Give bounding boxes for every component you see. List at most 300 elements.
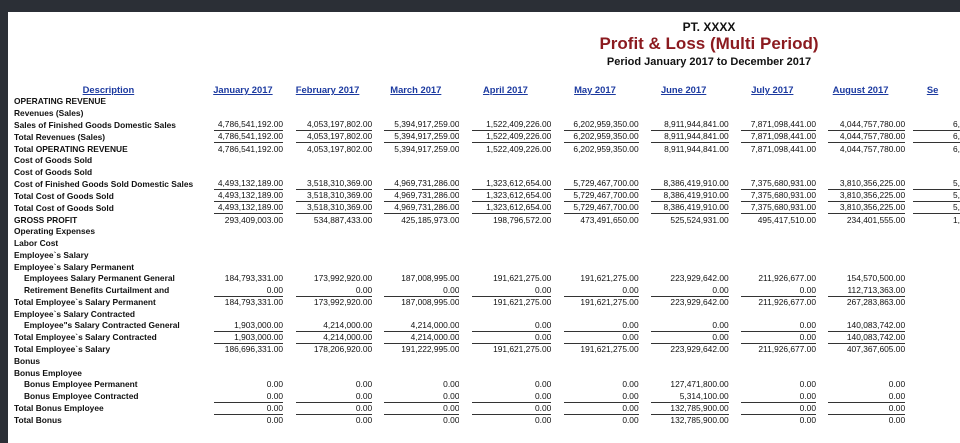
row-value-cell <box>551 155 638 167</box>
report-title: Profit & Loss (Multi Period) <box>599 34 819 53</box>
row-value-cell <box>459 190 551 202</box>
row-value-cell <box>459 119 551 131</box>
row-value: 5,394,917,259.00 <box>384 131 459 143</box>
row-value-cell <box>203 320 283 332</box>
row-value-cell <box>816 391 905 403</box>
row-value-cell <box>729 308 816 320</box>
row-value-cell <box>729 344 816 356</box>
row-value: 5,729,467,700.00 <box>564 190 639 202</box>
row-description: Total Cost of Goods Sold <box>14 202 114 213</box>
row-value-cell <box>283 96 372 108</box>
row-value: 0.00 <box>799 415 816 426</box>
row-value-cell <box>372 356 459 368</box>
row-value-cell <box>283 273 372 285</box>
row-value-cell <box>372 344 459 356</box>
row-value-cell <box>816 119 905 131</box>
row-value: 8,386,419,910.00 <box>651 178 728 190</box>
row-value: 187,008,995.00 <box>401 296 460 307</box>
row-value: 4,969,731,286.00 <box>384 202 459 214</box>
row-value-cell <box>283 119 372 131</box>
row-value-cell <box>459 344 551 356</box>
row-value-cell <box>816 297 905 309</box>
row-value: 4,786,541,192.00 <box>214 119 283 131</box>
table-row <box>14 178 960 190</box>
row-value-cell <box>459 379 551 391</box>
table-row <box>14 238 960 250</box>
row-value-cell <box>639 261 729 273</box>
table-row <box>14 391 960 403</box>
table-row <box>14 320 960 332</box>
row-value: 198,796,572.00 <box>493 214 552 225</box>
row-value-cell <box>816 143 905 155</box>
row-value-cell <box>639 367 729 379</box>
column-header-period: March 2017 <box>390 84 442 95</box>
column-header-period: Se <box>926 84 939 95</box>
row-value-cell <box>283 379 372 391</box>
row-value-cell <box>816 344 905 356</box>
row-value-cell <box>639 155 729 167</box>
row-value: 0.00 <box>564 391 639 403</box>
row-value-cell <box>459 143 551 155</box>
row-value-cell <box>729 261 816 273</box>
row-value-cell <box>551 356 638 368</box>
row-value-cell <box>203 238 283 250</box>
row-value: 0.00 <box>741 285 816 297</box>
row-value-cell <box>459 356 551 368</box>
row-value-cell <box>203 379 283 391</box>
row-value-cell <box>639 131 729 143</box>
row-value: 6,202,959,350.00 <box>573 143 639 154</box>
row-value: 186,696,331.00 <box>224 344 284 355</box>
profit-loss-table <box>14 83 960 426</box>
row-value-cell <box>905 238 960 250</box>
row-value: 0.00 <box>888 379 906 390</box>
row-value-cell <box>283 155 372 167</box>
row-value-cell <box>816 108 905 120</box>
row-value-cell <box>816 308 905 320</box>
row-value: 4,044,757,780.00 <box>839 143 906 154</box>
table-row <box>14 415 960 427</box>
row-value: 1,903,000.00 <box>214 320 283 332</box>
row-value-cell <box>203 167 283 179</box>
row-value-cell <box>551 261 638 273</box>
row-value-cell <box>729 226 816 238</box>
row-value: 8,911,944,841.00 <box>664 143 729 154</box>
table-row <box>14 332 960 344</box>
row-value-cell <box>551 320 638 332</box>
row-value-cell <box>551 367 638 379</box>
row-description: Employee`s Salary Contracted <box>14 308 136 319</box>
row-value: 0.00 <box>741 391 816 403</box>
report-period: Period January 2017 to December 2017 <box>606 56 812 68</box>
row-value-cell <box>283 143 372 155</box>
row-value: 4,786,541,192.00 <box>217 143 284 154</box>
row-value: 5, <box>913 190 960 202</box>
row-value-cell <box>283 367 372 379</box>
row-value-cell <box>372 96 459 108</box>
column-header-period: July 2017 <box>751 84 794 95</box>
row-value-cell <box>729 332 816 344</box>
row-value-cell <box>283 131 372 143</box>
row-value-cell <box>905 155 960 167</box>
row-value-cell <box>905 367 960 379</box>
row-value-cell <box>816 250 905 262</box>
row-value-cell <box>459 367 551 379</box>
row-value-cell <box>551 226 638 238</box>
row-value: 191,222,995.00 <box>401 344 460 355</box>
table-row <box>14 131 960 143</box>
row-value-cell <box>639 119 729 131</box>
row-value-cell <box>905 96 960 108</box>
row-value: 4,493,132,189.00 <box>214 190 283 202</box>
row-value-cell <box>639 379 729 391</box>
row-value-cell <box>729 403 816 415</box>
row-value: 0.00 <box>214 285 283 297</box>
row-description: Cost of Finished Goods Sold Domestic Sales <box>14 178 194 189</box>
row-value-cell <box>816 202 905 214</box>
row-value: 191,621,275.00 <box>580 344 639 355</box>
row-value-cell <box>203 367 283 379</box>
row-value: 0.00 <box>622 379 639 390</box>
row-value: 184,793,331.00 <box>224 296 284 307</box>
row-value: 407,367,605.00 <box>846 344 906 355</box>
row-description: Operating Expenses <box>14 226 95 237</box>
row-description: Total Employee`s Salary <box>14 344 111 355</box>
row-description: Total OPERATING REVENUE <box>14 143 128 154</box>
row-value: 3,518,310,369.00 <box>296 202 373 214</box>
row-value-cell <box>816 320 905 332</box>
row-value-cell <box>459 108 551 120</box>
row-value: 234,401,555.00 <box>846 214 906 225</box>
row-description: Bonus Employee <box>14 367 82 378</box>
row-description: Labor Cost <box>14 238 59 249</box>
row-value-cell <box>203 143 283 155</box>
row-value-cell <box>816 167 905 179</box>
row-value: 191,621,275.00 <box>580 296 639 307</box>
row-value: 191,621,275.00 <box>580 273 639 284</box>
row-value-cell <box>816 96 905 108</box>
table-row <box>14 119 960 131</box>
row-value-cell <box>551 167 638 179</box>
row-value-cell <box>639 143 729 155</box>
table-body <box>14 96 960 426</box>
table-row <box>14 167 960 179</box>
row-value: 127,471,800.00 <box>670 379 729 390</box>
table-row <box>14 261 960 273</box>
row-value-cell <box>372 226 459 238</box>
row-value-cell <box>816 379 905 391</box>
row-value: 1,323,612,654.00 <box>472 190 551 202</box>
row-value: 3,810,356,225.00 <box>828 190 905 202</box>
row-value-cell <box>905 119 960 131</box>
row-description: Total Bonus <box>14 415 62 426</box>
row-value-cell <box>283 261 372 273</box>
row-value: 5,314,100.00 <box>651 391 728 403</box>
row-value-cell <box>729 167 816 179</box>
row-value: 3,810,356,225.00 <box>828 202 905 214</box>
row-value: 4,214,000.00 <box>384 320 459 332</box>
row-value: 5, <box>913 202 960 214</box>
row-value-cell <box>729 190 816 202</box>
row-value: 267,283,863.00 <box>846 296 906 307</box>
table-row <box>14 273 960 285</box>
row-value: 8,386,419,910.00 <box>651 190 728 202</box>
row-value-cell <box>551 332 638 344</box>
row-value: 0.00 <box>384 391 459 403</box>
row-value-cell <box>372 250 459 262</box>
column-header-period: June 2017 <box>660 84 707 95</box>
row-value: 0.00 <box>472 391 551 403</box>
row-description: Total Employee`s Salary Permanent <box>14 296 156 307</box>
column-header-period: May 2017 <box>574 84 616 95</box>
row-value-cell <box>372 332 459 344</box>
row-value-cell <box>203 297 283 309</box>
row-value: 6, <box>953 143 960 154</box>
row-description: Total Revenues (Sales) <box>14 131 106 142</box>
row-value-cell <box>459 131 551 143</box>
row-value-cell <box>905 379 960 391</box>
row-value-cell <box>203 214 283 226</box>
row-value: 0.00 <box>266 379 284 390</box>
row-value: 0.00 <box>443 379 460 390</box>
row-value-cell <box>203 190 283 202</box>
row-value-cell <box>551 202 638 214</box>
column-header-period: August 2017 <box>832 84 889 95</box>
row-value: 3,810,356,225.00 <box>828 178 905 190</box>
row-value-cell <box>551 119 638 131</box>
row-value: 0.00 <box>534 379 552 390</box>
row-value-cell <box>905 190 960 202</box>
row-value-cell <box>639 344 729 356</box>
row-value-cell <box>283 297 372 309</box>
row-value: 8,911,944,841.00 <box>651 119 728 131</box>
row-value-cell <box>551 308 638 320</box>
row-value-cell <box>816 285 905 297</box>
row-value-cell <box>905 320 960 332</box>
row-value-cell <box>551 285 638 297</box>
row-value-cell <box>905 226 960 238</box>
row-value: 0.00 <box>384 403 459 415</box>
row-value: 1,522,409,226.00 <box>472 131 551 143</box>
row-value-cell <box>459 391 551 403</box>
table-header-row <box>14 83 960 96</box>
row-value-cell <box>372 320 459 332</box>
row-description: Total Bonus Employee <box>14 403 104 414</box>
row-value: 0.00 <box>472 285 551 297</box>
row-value-cell <box>551 214 638 226</box>
row-value: 173,992,920.00 <box>313 296 373 307</box>
table-row <box>14 308 960 320</box>
row-value: 495,417,510.00 <box>757 214 816 225</box>
row-value-cell <box>203 250 283 262</box>
row-value: 0.00 <box>741 320 816 332</box>
row-value-cell <box>905 178 960 190</box>
row-value-cell <box>459 214 551 226</box>
row-value: 4,493,132,189.00 <box>214 178 283 190</box>
row-value-cell <box>459 226 551 238</box>
row-value: 7,871,098,441.00 <box>741 131 816 143</box>
column-header-period: February 2017 <box>295 84 360 95</box>
row-value-cell <box>283 226 372 238</box>
row-value-cell <box>283 391 372 403</box>
row-value-cell <box>639 273 729 285</box>
row-value-cell <box>729 96 816 108</box>
row-value: 473,491,650.00 <box>580 214 639 225</box>
row-value-cell <box>372 391 459 403</box>
row-value: 534,887,433.00 <box>313 214 373 225</box>
row-value-cell <box>639 214 729 226</box>
row-value: 0.00 <box>564 332 639 344</box>
row-value-cell <box>372 131 459 143</box>
row-description: Retirement Benefits Curtailment and <box>24 285 170 296</box>
row-value: 0.00 <box>651 285 728 297</box>
row-value-cell <box>283 167 372 179</box>
table-row <box>14 356 960 368</box>
row-value-cell <box>729 214 816 226</box>
row-value-cell <box>551 190 638 202</box>
row-value: 0.00 <box>564 320 639 332</box>
row-value-cell <box>372 308 459 320</box>
row-value-cell <box>459 297 551 309</box>
row-value-cell <box>203 403 283 415</box>
row-value: 0.00 <box>214 391 283 403</box>
row-value-cell <box>372 155 459 167</box>
table-row <box>14 190 960 202</box>
row-value-cell <box>729 285 816 297</box>
row-value-cell <box>551 143 638 155</box>
row-value-cell <box>729 356 816 368</box>
row-value: 425,185,973.00 <box>401 214 460 225</box>
row-value: 6,202,959,350.00 <box>564 131 639 143</box>
row-description: Revenues (Sales) <box>14 108 84 119</box>
row-value-cell <box>729 273 816 285</box>
row-value: 223,929,642.00 <box>670 344 729 355</box>
row-value-cell <box>283 190 372 202</box>
row-value: 7,375,680,931.00 <box>741 202 816 214</box>
row-description: Employee`s Salary Permanent <box>14 261 135 272</box>
row-value-cell <box>905 131 960 143</box>
table-row <box>14 403 960 415</box>
row-value-cell <box>905 356 960 368</box>
row-value-cell <box>551 96 638 108</box>
row-value: 293,409,003.00 <box>224 214 284 225</box>
row-value-cell <box>372 214 459 226</box>
row-value: 7,871,098,441.00 <box>741 119 816 131</box>
row-value-cell <box>729 415 816 427</box>
row-description: Sales of Finished Goods Domestic Sales <box>14 119 176 130</box>
row-value: 1,903,000.00 <box>214 332 283 344</box>
row-value-cell <box>551 415 638 427</box>
row-value-cell <box>283 332 372 344</box>
row-value: 223,929,642.00 <box>670 296 729 307</box>
row-value: 0.00 <box>472 320 551 332</box>
row-value-cell <box>729 178 816 190</box>
row-value-cell <box>283 403 372 415</box>
table-row <box>14 250 960 262</box>
row-value-cell <box>816 261 905 273</box>
row-value-cell <box>203 202 283 214</box>
row-value-cell <box>283 344 372 356</box>
row-value: 191,621,275.00 <box>493 296 552 307</box>
row-value-cell <box>639 96 729 108</box>
row-value-cell <box>372 297 459 309</box>
row-value-cell <box>905 143 960 155</box>
row-value: 0.00 <box>799 379 816 390</box>
row-description: Employees Salary Permanent General <box>24 273 175 284</box>
row-value: 191,621,275.00 <box>493 344 552 355</box>
row-value: 0.00 <box>472 332 551 344</box>
row-value-cell <box>639 285 729 297</box>
row-value-cell <box>905 391 960 403</box>
row-value-cell <box>459 238 551 250</box>
row-value: 140,083,742.00 <box>828 320 905 332</box>
row-value-cell <box>372 238 459 250</box>
row-value-cell <box>203 226 283 238</box>
row-value-cell <box>372 415 459 427</box>
row-value: 4,493,132,189.00 <box>214 202 283 214</box>
row-value-cell <box>203 415 283 427</box>
row-value-cell <box>729 250 816 262</box>
table-row <box>14 108 960 120</box>
row-value-cell <box>372 178 459 190</box>
row-value: 525,524,931.00 <box>670 214 729 225</box>
row-value: 4,786,541,192.00 <box>214 131 283 143</box>
row-value: 4,969,731,286.00 <box>384 190 459 202</box>
row-value: 0.00 <box>384 285 459 297</box>
row-value-cell <box>639 308 729 320</box>
table-row <box>14 214 960 226</box>
row-value: 7,375,680,931.00 <box>741 178 816 190</box>
row-value: 4,214,000.00 <box>384 332 459 344</box>
row-value-cell <box>203 344 283 356</box>
row-value: 3,518,310,369.00 <box>296 190 373 202</box>
row-value: 0.00 <box>651 332 728 344</box>
row-value-cell <box>905 297 960 309</box>
row-value: 4,053,197,802.00 <box>296 119 373 131</box>
row-description: Employee`s Salary <box>14 249 89 260</box>
row-value: 4,214,000.00 <box>296 332 373 344</box>
company-name: PT. XXXX <box>682 20 736 34</box>
row-value-cell <box>905 285 960 297</box>
row-value: 0.00 <box>296 285 373 297</box>
row-value-cell <box>283 415 372 427</box>
row-value: 0.00 <box>741 403 816 415</box>
row-value: 223,929,642.00 <box>670 273 729 284</box>
row-value-cell <box>905 167 960 179</box>
row-value-cell <box>283 202 372 214</box>
row-value: 4,969,731,286.00 <box>384 178 459 190</box>
row-value-cell <box>816 131 905 143</box>
row-value-cell <box>459 167 551 179</box>
row-value-cell <box>639 190 729 202</box>
row-value: 0.00 <box>622 415 639 426</box>
row-value-cell <box>905 344 960 356</box>
row-value: 0.00 <box>741 332 816 344</box>
row-value: 0.00 <box>266 415 284 426</box>
row-value-cell <box>372 167 459 179</box>
row-value-cell <box>203 261 283 273</box>
row-value: 0.00 <box>564 285 639 297</box>
row-value-cell <box>905 415 960 427</box>
row-value-cell <box>372 403 459 415</box>
row-value-cell <box>639 356 729 368</box>
row-value: 4,053,197,802.00 <box>296 131 373 143</box>
row-description: Employee"s Salary Contracted General <box>24 320 180 331</box>
row-value-cell <box>816 356 905 368</box>
row-value-cell <box>203 131 283 143</box>
row-description: Cost of Goods Sold <box>14 155 93 166</box>
row-description: OPERATING REVENUE <box>14 96 106 107</box>
